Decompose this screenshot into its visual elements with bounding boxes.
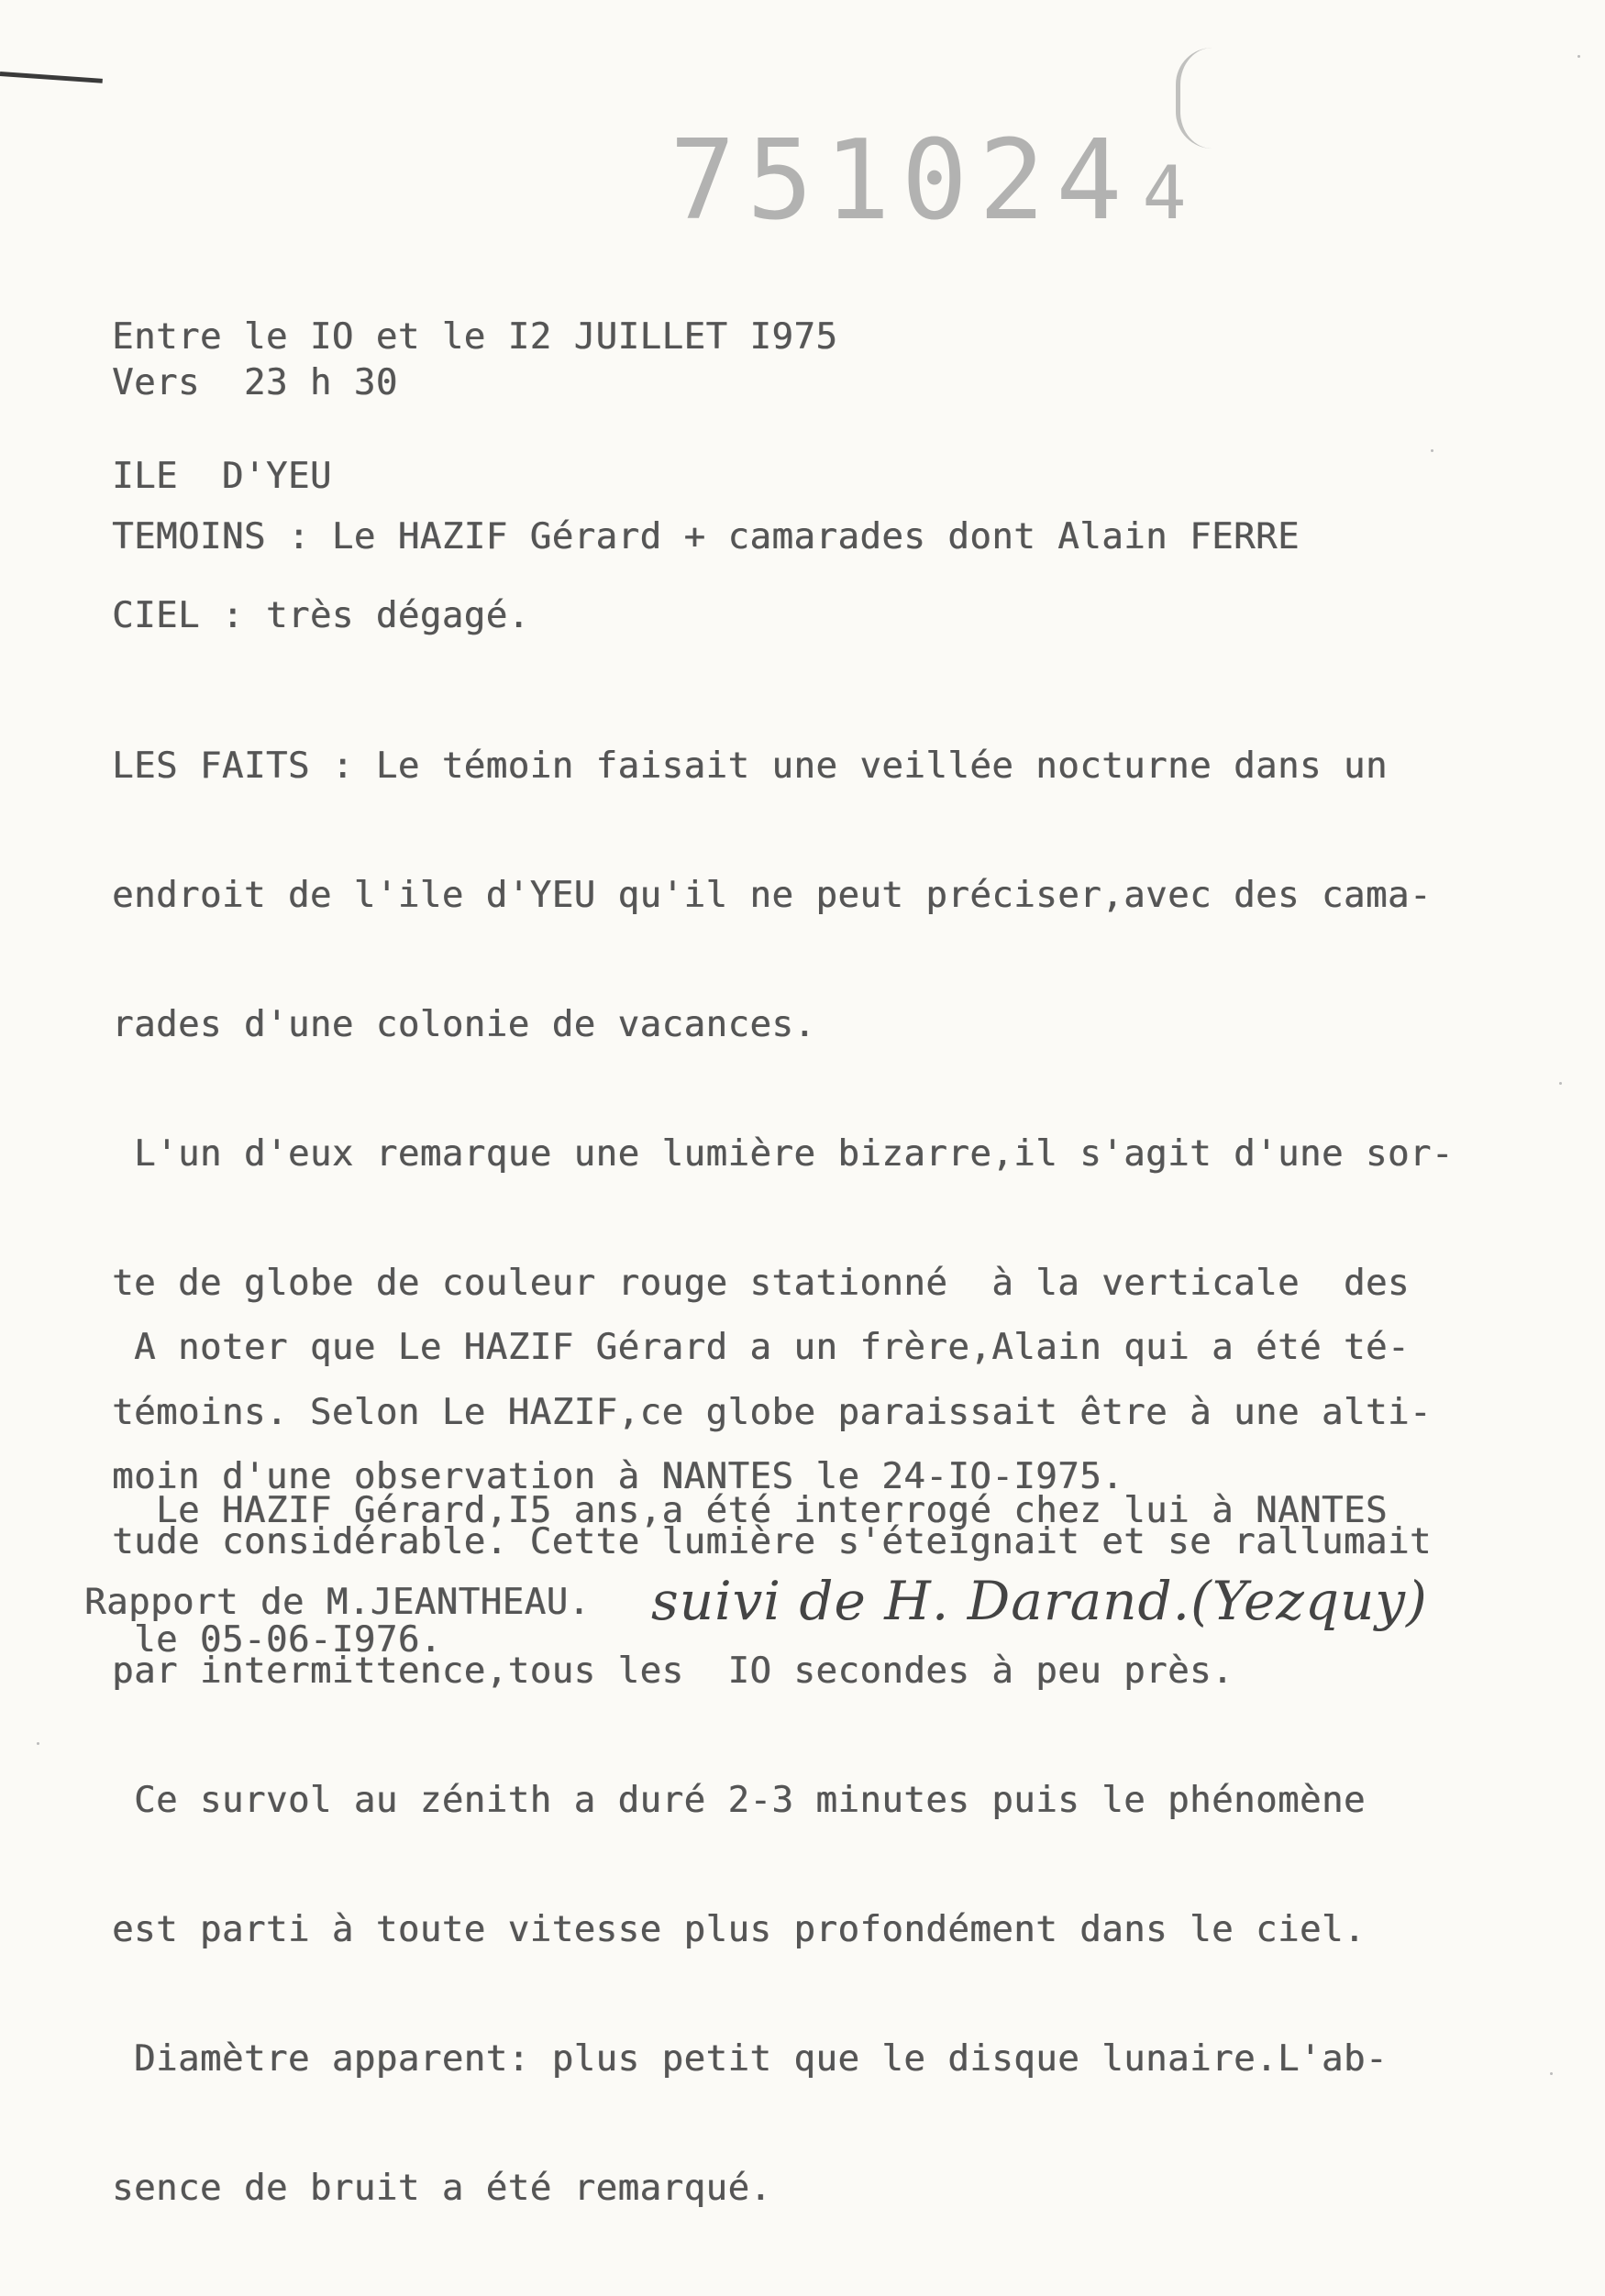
witnesses-line: TEMOINS : Le HAZIF Gérard + camarades dont Alain FERRE <box>112 516 1300 557</box>
facts-line: L'un d'eux remarque une lumière bizarre,il s'agit d'une sor- <box>112 1133 1454 1175</box>
facts-line: endroit de l'ile d'YEU qu'il ne peut préciser,avec des cama- <box>112 875 1432 916</box>
note-line: A noter que Le HAZIF Gérard a un frère,Alain qui a été té- <box>112 1327 1410 1368</box>
facts-line: te de globe de couleur rouge stationné à la verticale des <box>112 1263 1410 1304</box>
interview-line: le 05-06-I976. <box>112 1619 442 1661</box>
place-heading: ILE D'YEU <box>112 456 332 497</box>
date-line: Entre le IO et le I2 JUILLET I975 <box>112 316 838 358</box>
facts-line: Diamètre apparent: plus petit que le disque lunaire.L'ab- <box>112 2038 1388 2080</box>
note-line: moin d'une observation à NANTES le 24-IO-I975. <box>112 1456 1124 1497</box>
facts-line: tude considérable. Cette lumière s'éteignait et se rallumait <box>112 1521 1432 1562</box>
time-line: Vers 23 h 30 <box>112 362 398 403</box>
archive-stamp-number: 751024 4 <box>670 117 1198 245</box>
paper-speck <box>1559 1082 1562 1085</box>
sky-line: CIEL : très dégagé. <box>112 595 530 636</box>
facts-line: témoins. Selon Le HAZIF,ce globe paraissait être à une alti- <box>112 1392 1432 1433</box>
facts-line: Ce survol au zénith a duré 2-3 minutes puis le phénomène <box>112 1780 1366 1821</box>
facts-line: est parti à toute vitesse plus profondément dans le ciel. <box>112 1909 1366 1950</box>
paper-speck <box>1431 449 1433 452</box>
report-author-typed: Rapport de M.JEANTHEAU. <box>84 1582 591 1623</box>
facts-line: sence de bruit a été remarqué. <box>112 2168 772 2209</box>
paper-speck <box>1550 2072 1553 2075</box>
facts-line: rades d'une colonie de vacances. <box>112 1004 816 1045</box>
facts-line: par intermittence,tous les IO secondes à peu près. <box>112 1650 1234 1692</box>
handwritten-annotation: suivi de H. Darand.(Yezquy) <box>651 1570 1428 1632</box>
paper-speck <box>37 1742 39 1745</box>
paper-speck <box>1577 55 1580 58</box>
interview-line: Le HAZIF Gérard,I5 ans,a été interrogé chez lui à NANTES <box>112 1490 1388 1531</box>
facts-line: LES FAITS : Le témoin faisait une veillée nocturne dans un <box>112 745 1388 787</box>
margin-pen-mark <box>0 72 103 83</box>
